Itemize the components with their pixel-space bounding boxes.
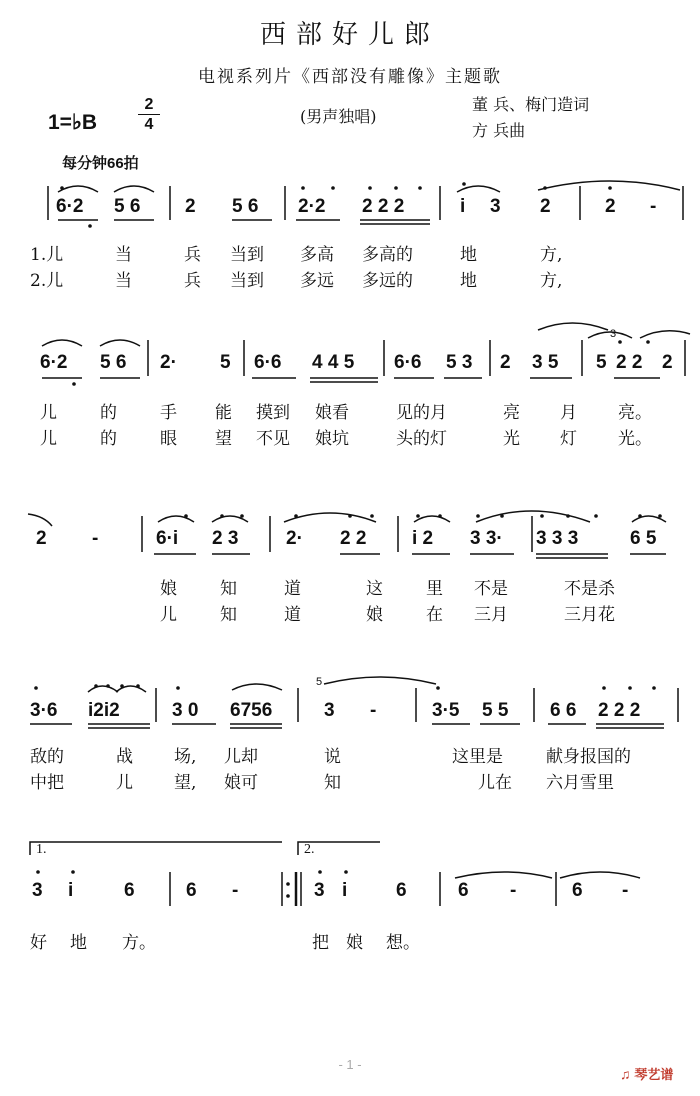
lyric: 手 (160, 403, 177, 423)
lyric: 这里是 (452, 747, 503, 767)
lyric: 道 (284, 579, 301, 599)
site-logo: ♫ 琴艺谱 (620, 1066, 674, 1082)
lyric: 敌的 (30, 747, 64, 767)
note-group: 3·6 (30, 700, 58, 721)
lyric: 好 (30, 933, 47, 953)
lyric: 的 (100, 403, 117, 423)
note-group: 3 (314, 880, 325, 901)
lyric: 方。 (122, 933, 156, 953)
lyric: 兵 (184, 271, 201, 291)
lyric: 不是杀 (564, 579, 615, 599)
lyric: 多高 (300, 245, 334, 265)
note-group: 3 3· (470, 528, 503, 549)
second-ending-label: 2. (304, 842, 315, 857)
lyric: 不见 (256, 429, 290, 449)
note-group: 5 5 (482, 700, 509, 721)
note-group: 5 6 (100, 352, 127, 373)
note-group: 5 6 (114, 196, 141, 217)
grace-note: 5 (316, 676, 323, 688)
lyric: 多高的 (362, 245, 413, 265)
lyric: 光。 (618, 429, 652, 449)
lyric: 多远 (300, 271, 334, 291)
lyric: 亮。 (618, 403, 652, 423)
note-group: 5 6 (232, 196, 259, 217)
lyric: 眼 (160, 429, 177, 449)
note-group: 4 4 5 (312, 352, 355, 373)
lyric: 月 (560, 403, 577, 423)
note-group: 6·6 (394, 352, 422, 373)
note-group: 3 0 (172, 700, 199, 721)
note-group: 3 (32, 880, 43, 901)
lyric: 1.儿 (30, 245, 64, 265)
note-group: i (68, 880, 74, 901)
meter-top: 2 (144, 96, 154, 113)
lyric: 战 (116, 747, 133, 767)
song-title: 西部好儿郎 (259, 20, 440, 50)
note-group: 6 (458, 880, 469, 901)
lyric: 知 (220, 605, 237, 625)
note-group: 2 (540, 196, 551, 217)
note-group: 6 (124, 880, 135, 901)
lyric: 当 (115, 271, 132, 291)
note-group: 6 (186, 880, 197, 901)
note-group: 6756 (230, 700, 273, 721)
lyric: 兵 (184, 245, 201, 265)
lyric: 望 (215, 429, 232, 449)
note-group: 6·i (156, 528, 179, 549)
lyric: 多远的 (362, 271, 413, 291)
note-group: 6 6 (550, 700, 577, 721)
lyric: 灯 (560, 429, 577, 449)
note-group: 6 (572, 880, 583, 901)
note-group: 3·5 (432, 700, 460, 721)
note-group: - (370, 700, 377, 721)
lyric: 摸到 (256, 403, 290, 423)
note-group: 5 3 (446, 352, 473, 373)
lyric: 当到 (230, 271, 264, 291)
note-group: 2 (185, 196, 196, 217)
lyric: 娘看 (315, 403, 349, 423)
lyric: 娘可 (224, 773, 258, 793)
lyric: 方, (540, 245, 563, 265)
first-ending-label: 1. (36, 842, 47, 857)
lyric: 方, (540, 271, 563, 291)
lyric: 献身报国的 (546, 747, 631, 767)
meter-bottom: 4 (144, 116, 154, 133)
lyric: 把 (312, 933, 329, 953)
note-group: - (622, 880, 629, 901)
lyric: 儿 (40, 429, 57, 449)
lyric: 的 (100, 429, 117, 449)
lyric: 道 (284, 605, 301, 625)
lyric: 在 (426, 605, 443, 625)
note-group: i (342, 880, 348, 901)
note-group: 2 2 (340, 528, 367, 549)
lyricist-credit: 董 兵、梅门造词 (472, 95, 590, 114)
note-group: 2· (286, 528, 303, 549)
lyric: 这 (366, 579, 383, 599)
note-group: 6 5 (630, 528, 657, 549)
note-group: 2· (160, 352, 177, 373)
page-number: - 1 - (338, 1057, 362, 1072)
note-group: 3 (490, 196, 501, 217)
note-group: 3 (324, 700, 335, 721)
lyric: 娘 (366, 605, 383, 625)
note-group: 3 5 (532, 352, 559, 373)
lyric: 六月雪里 (546, 773, 614, 793)
lyric: 知 (220, 579, 237, 599)
note-group: - (510, 880, 517, 901)
note-group: 2·2 (298, 196, 326, 217)
song-subtitle: 电视系列片《西部没有雕像》主题歌 (198, 67, 502, 87)
note-group: 3 3 3 (536, 528, 579, 549)
lyric: 见的月 (396, 403, 447, 423)
lyric: 能 (215, 403, 232, 423)
note-group: 2 (36, 528, 47, 549)
note-group: 6·2 (56, 196, 84, 217)
lyric: 地 (460, 245, 477, 265)
lyric: 望, (174, 773, 197, 793)
note-group: 2 (500, 352, 511, 373)
note-group: - (92, 528, 99, 549)
lyric: 2.儿 (30, 271, 64, 291)
note-group: i2i2 (88, 700, 120, 721)
note-group: - (650, 196, 657, 217)
lyric: 场, (174, 747, 197, 767)
key-signature: 1=♭B (48, 111, 98, 134)
note-group: 6·6 (254, 352, 282, 373)
note-group: 6·2 (40, 352, 68, 373)
lyric: 三月花 (564, 605, 615, 625)
lyric: 想。 (386, 933, 420, 953)
performance-note: (男声独唱) (300, 107, 377, 126)
note-group: i (460, 196, 466, 217)
note-group: 2 (605, 196, 616, 217)
note-group: 6 (396, 880, 407, 901)
lyric: 地 (460, 271, 477, 291)
lyric: 儿在 (478, 773, 512, 793)
lyric: 光 (503, 429, 520, 449)
lyric: 儿却 (224, 747, 258, 767)
lyric: 说 (324, 747, 341, 767)
lyric: 娘 (346, 933, 363, 953)
lyric: 地 (70, 933, 87, 953)
lyric: 中把 (30, 773, 64, 793)
composer-credit: 方 兵曲 (472, 121, 526, 140)
lyric: 里 (426, 579, 443, 599)
lyric: 头的灯 (396, 429, 447, 449)
note-group: 2 2 2 (598, 700, 641, 721)
logo-icon: ♫ (620, 1066, 635, 1082)
tempo-marking: 每分钟66拍 (62, 155, 139, 172)
lyric: 儿 (116, 773, 133, 793)
lyric: 儿 (160, 605, 177, 625)
note-group: 5 (596, 352, 607, 373)
note-group: - (232, 880, 239, 901)
note-group: 2 (662, 352, 673, 373)
note-group: 2 3 (212, 528, 239, 549)
lyric: 不是 (474, 579, 508, 599)
note-group: 5 (220, 352, 231, 373)
lyric: 三月 (474, 605, 508, 625)
lyric: 亮 (503, 403, 520, 423)
lyric: 娘坑 (315, 429, 349, 449)
lyric: 儿 (40, 403, 57, 423)
lyric: 知 (324, 773, 341, 793)
note-group: i 2 (412, 528, 434, 549)
lyric: 娘 (160, 579, 177, 599)
lyric: 当 (115, 245, 132, 265)
note-group: 2 2 (616, 352, 643, 373)
lyric: 当到 (230, 245, 264, 265)
note-group: 2 2 2 (362, 196, 405, 217)
triplet-mark: 3 (610, 328, 617, 340)
